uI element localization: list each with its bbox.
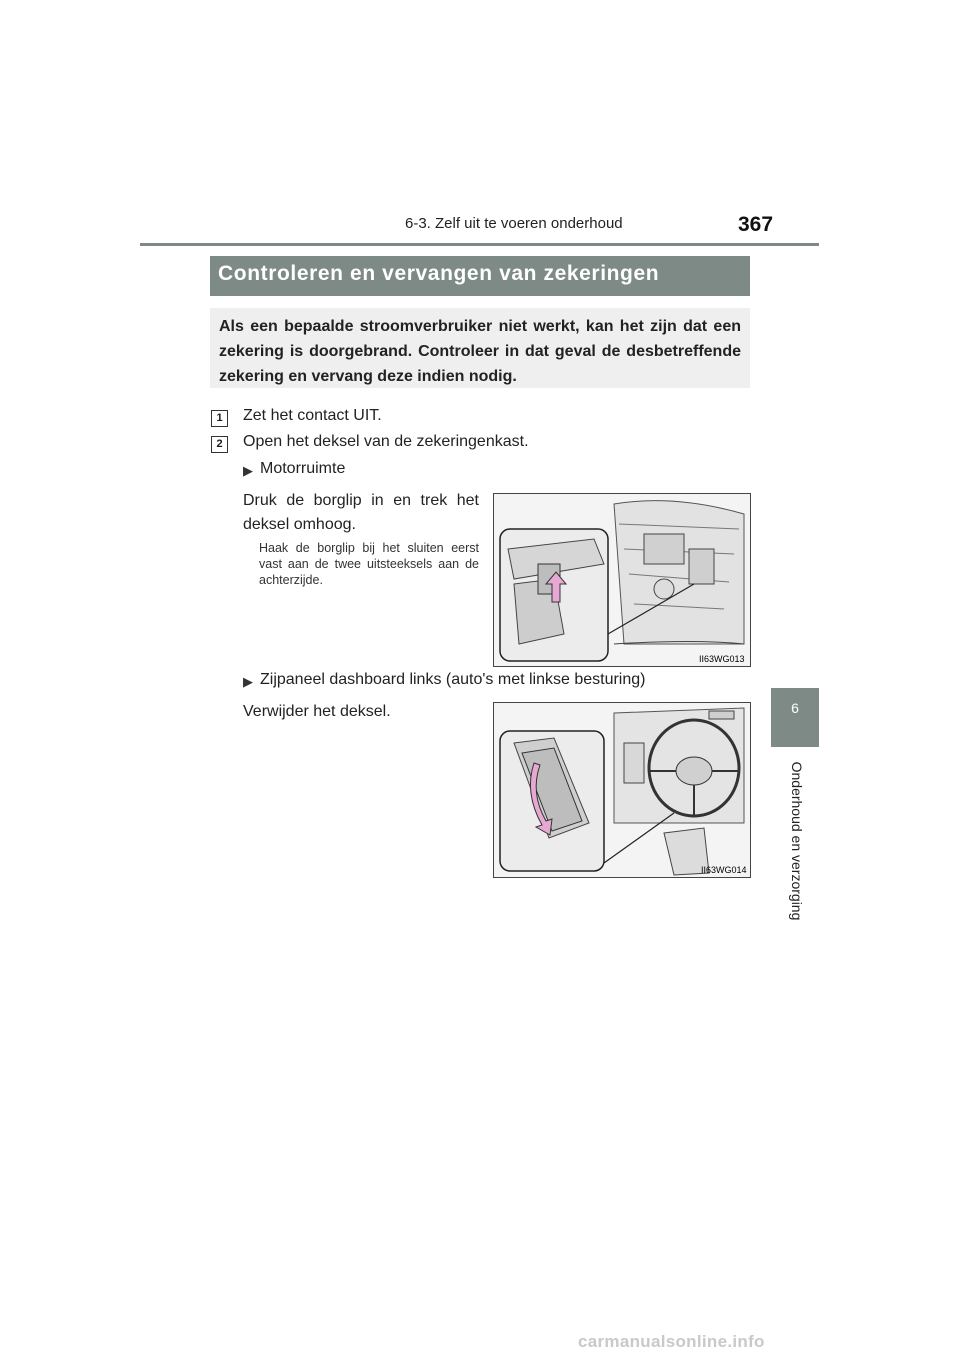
subsection-2-heading: Zijpaneel dashboard links (auto's met linkse besturing) (260, 671, 646, 688)
subsection-1-instruction: Druk de borglip in en trek het deksel omhoog. (243, 492, 479, 533)
subsection-1-heading: Motorruimte (260, 460, 346, 477)
step-1-text: Zet het contact UIT. (243, 407, 382, 424)
page-number: 367 (738, 213, 774, 236)
triangle-right-icon: ▶ (243, 463, 253, 478)
triangle-right-icon: ▶ (243, 674, 253, 689)
chapter-tab: 6 (771, 688, 819, 747)
intro-text: Als een bepaalde stroomverbruiker niet werkt, kan het zijn dat een zekering is doorgebrand. Controleer in dat geval de desbetreffende zekering en vervang deze indien nodig. (219, 318, 741, 385)
figure-1-code: II63WG013 (699, 654, 745, 664)
header-divider (140, 243, 819, 246)
engine-compartment-illustration (493, 493, 751, 667)
chapter-side-label (785, 756, 809, 926)
step-badge-2: 2 (211, 436, 228, 453)
step-2-text: Open het deksel van de zekeringenkast. (243, 433, 529, 450)
section-title: Controleren en vervangen van zekeringen (218, 262, 660, 285)
subsection-2-instruction: Verwijder het deksel. (243, 703, 391, 720)
dashboard-drawing (494, 703, 750, 877)
running-header: 6-3. Zelf uit te voeren onderhoud (405, 215, 623, 232)
engine-compartment-drawing (494, 494, 750, 666)
watermark: carmanualsonline.info (578, 1332, 765, 1351)
step-badge-1: 1 (211, 410, 228, 427)
dashboard-side-panel-illustration (493, 702, 751, 878)
figure-2-code: II63WG014 (701, 865, 747, 875)
chapter-title: Onderhoud en verzorging (789, 761, 805, 921)
subsection-1-note: Haak de borglip bij het sluiten eerst vast aan de twee uitsteeksels aan de achterzijde. (259, 541, 479, 587)
